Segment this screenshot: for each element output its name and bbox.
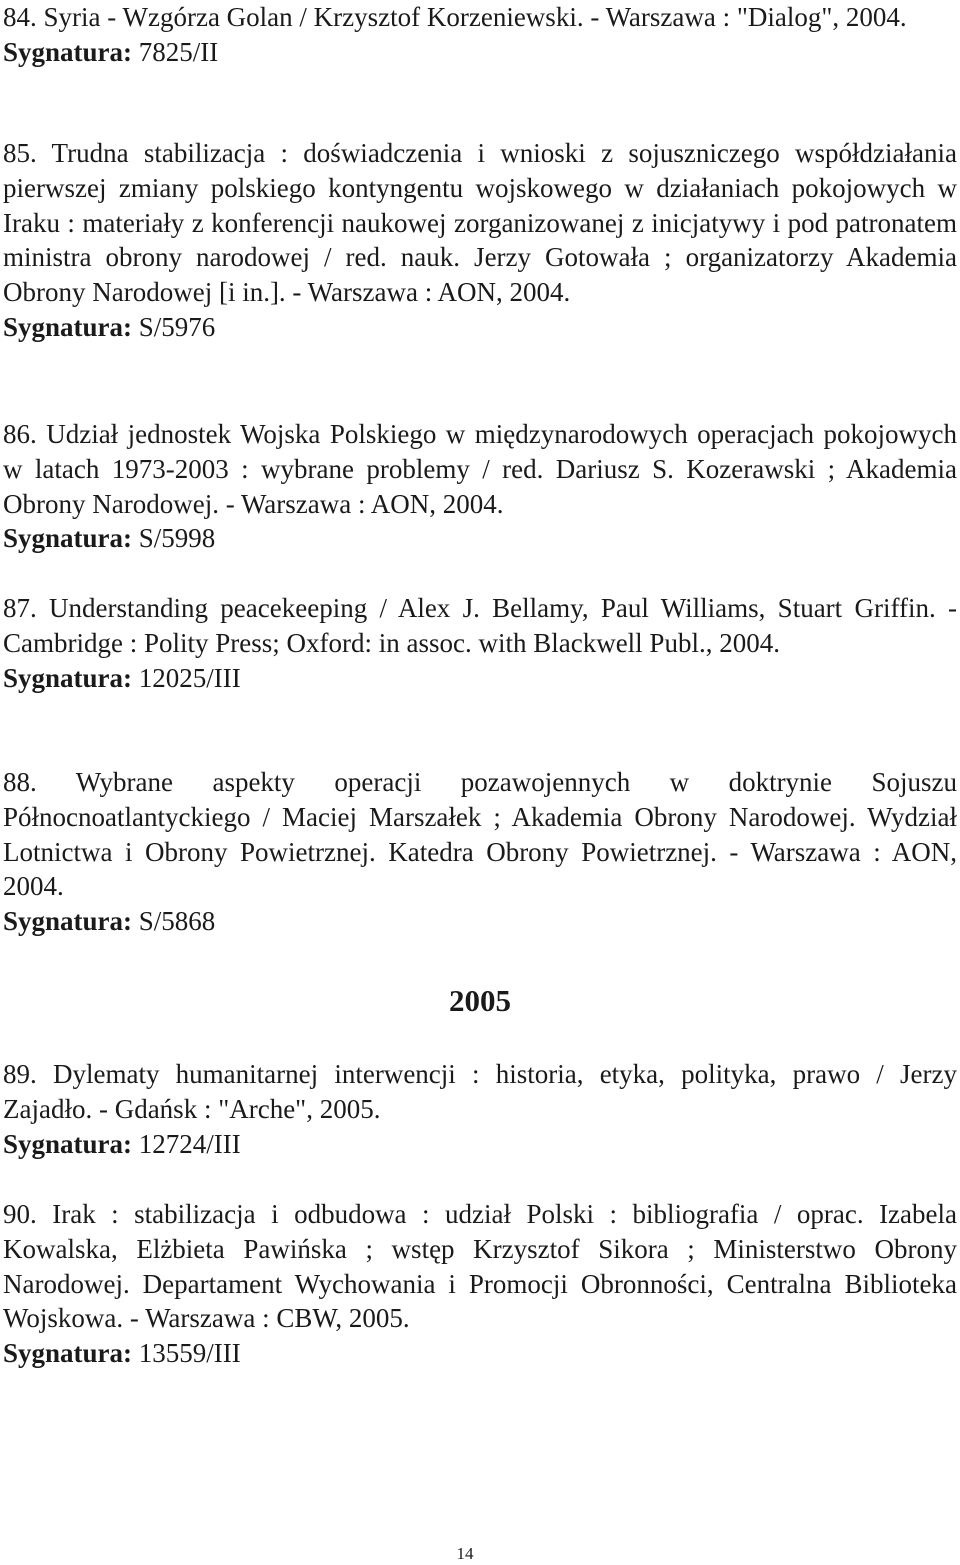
year-heading: 2005: [449, 983, 511, 1018]
entry-text: 85. Trudna stabilizacja : doświadczenia i wnioski z sojuszniczego współdziałania pierwszej zmiany polskiego kontyngentu wojskowego w działaniach pokojowych w Iraku : materiały z konferencji naukowej zorganizowanej z inicjatywy i pod patronatem ministra obrony narodowej / red. nauk. Jerzy Gotowała ; organizatorzy Akademia Obrony Narodowej [i in.]. - Warszawa : AON, 2004.: [3, 138, 957, 308]
signature-value: S/5998: [138, 523, 216, 554]
entry-signature: [3, 1127, 957, 1162]
entry-text: 88. Wybrane aspekty operacji pozawojennych w doktrynie Sojuszu Północnoatlantyckiego / Maciej Marszałek ; Akademia Obrony Narodowej. Wydział Lotnictwa i Obrony Powietrznej. Katedra Obrony Powietrznej. - Warszawa : AON, 2004.: [3, 767, 957, 902]
signature-value: S/5976: [138, 311, 216, 342]
bibliography-entry-89: [3, 1057, 957, 1161]
entry-signature: [3, 310, 957, 345]
signature-value: 13559/III: [138, 1338, 241, 1369]
bibliography-entry-84: [3, 0, 957, 70]
entry-text: 84. Syria - Wzgórza Golan / Krzysztof Korzeniewski. - Warszawa : "Dialog", 2004.: [3, 2, 907, 32]
entry-signature: [3, 904, 957, 939]
entry-signature: [3, 661, 957, 696]
entry-signature: [3, 1336, 957, 1371]
bibliography-entry-90: [3, 1197, 957, 1371]
signature-label: Sygnatura:: [3, 311, 133, 342]
signature-label: Sygnatura:: [3, 1338, 133, 1369]
bibliography-entry-85: [3, 136, 957, 345]
entry-text: 86. Udział jednostek Wojska Polskiego w międzynarodowych operacjach pokojowych w latach 1973-2003 : wybrane problemy / red. Dariusz S. Kozerawski ; Akademia Obrony Narodowej. - Warszawa : AON, 2004.: [3, 419, 957, 519]
signature-value: S/5868: [138, 906, 216, 937]
entry-signature: [3, 521, 957, 556]
entry-text: 87. Understanding peacekeeping / Alex J. Bellamy, Paul Williams, Stuart Griffin. - Cambridge : Polity Press; Oxford: in assoc. with Blackwell Publ., 2004.: [3, 593, 957, 658]
signature-label: Sygnatura:: [3, 906, 133, 937]
entry-text: 90. Irak : stabilizacja i odbudowa : udział Polski : bibliografia / oprac. Izabela Kowalska, Elżbieta Pawińska ; wstęp Krzysztof Sikora ; Ministerstwo Obrony Narodowej. Departament Wychowania i Promocji Obronności, Centralna Biblioteka Wojskowa. - Warszawa : CBW, 2005.: [3, 1199, 957, 1334]
signature-value: 7825/II: [138, 36, 219, 67]
signature-label: Sygnatura:: [3, 662, 133, 693]
entry-text: 89. Dylematy humanitarnej interwencji : historia, etyka, polityka, prawo / Jerzy Zajadło. - Gdańsk : "Arche", 2005.: [3, 1059, 957, 1124]
signature-value: 12724/III: [138, 1128, 241, 1159]
signature-value: 12025/III: [138, 662, 241, 693]
bibliography-entry-87: [3, 591, 957, 695]
bibliography-entry-88: [3, 765, 957, 939]
signature-label: Sygnatura:: [3, 523, 133, 554]
page-number: 14: [456, 1544, 474, 1563]
bibliography-entry-86: [3, 417, 957, 556]
signature-label: Sygnatura:: [3, 36, 133, 67]
entry-signature: [3, 35, 957, 70]
signature-label: Sygnatura:: [3, 1128, 133, 1159]
